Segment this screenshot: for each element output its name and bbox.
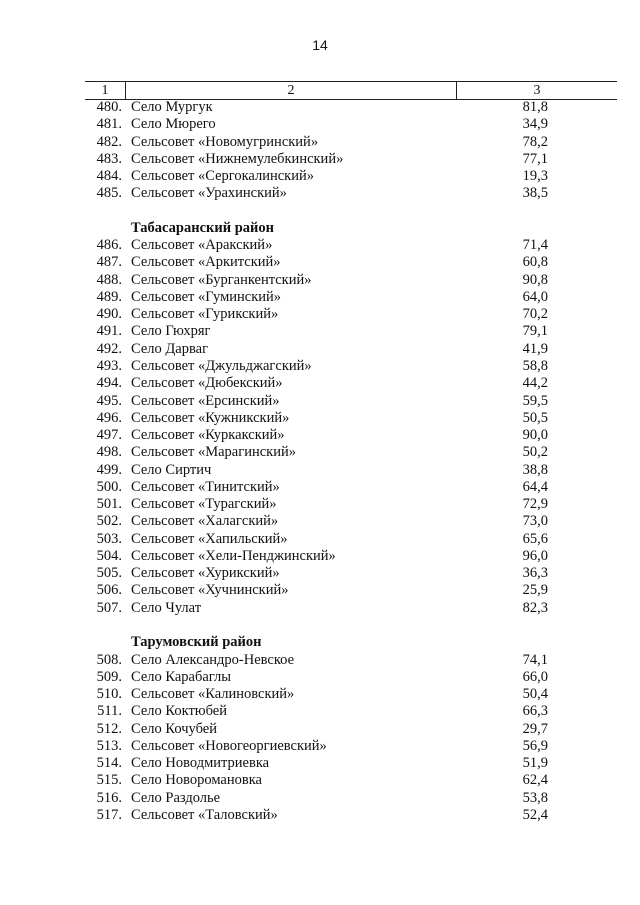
- table-row: [0, 341, 640, 358]
- row-value: 74,1: [522, 651, 548, 668]
- table-row: [0, 237, 640, 254]
- row-number: 480.: [96, 99, 122, 115]
- table-row: [0, 375, 640, 392]
- row-value: 79,1: [522, 323, 548, 340]
- table-row: [0, 358, 640, 375]
- table-row: [0, 410, 640, 427]
- row-number: 505.: [96, 565, 122, 582]
- row-value: 64,0: [522, 288, 548, 305]
- row-value: 50,5: [522, 409, 548, 426]
- section-title: Тарумовский район: [131, 634, 262, 651]
- table-row: [0, 479, 640, 496]
- table-row: [0, 134, 640, 151]
- row-number: 504.: [96, 547, 122, 564]
- row-name: Сельсовет «Турагский»: [131, 496, 277, 513]
- row-value: 65,6: [522, 530, 548, 547]
- table-row: [0, 496, 640, 513]
- table-body: [0, 99, 640, 824]
- table-row: [0, 531, 640, 548]
- row-number: 485.: [96, 185, 122, 202]
- row-value: 64,4: [522, 478, 548, 495]
- row-value: 19,3: [522, 168, 548, 185]
- row-name: Сельсовет «Куркакский»: [131, 427, 285, 444]
- row-value: 51,9: [522, 755, 548, 772]
- row-number: 509.: [96, 668, 122, 685]
- table-row: [0, 652, 640, 669]
- row-number: 492.: [96, 340, 122, 357]
- row-number: 494.: [96, 375, 122, 392]
- row-number: 517.: [96, 806, 122, 823]
- row-name: Сельсовет «Калиновский»: [131, 686, 295, 703]
- row-number: 515.: [96, 772, 122, 789]
- table-row: [0, 427, 640, 444]
- table-row: [0, 323, 640, 340]
- row-name: Сельсовет «Хучнинский»: [131, 582, 289, 599]
- row-number: 500.: [96, 478, 122, 495]
- row-value: 50,2: [522, 444, 548, 461]
- row-name: Село Карабаглы: [131, 668, 231, 685]
- row-name: Сельсовет «Новомугринский»: [131, 133, 319, 150]
- row-value: 66,3: [522, 703, 548, 720]
- row-number: 483.: [96, 150, 122, 167]
- row-number: 510.: [96, 686, 122, 703]
- row-number: 501.: [96, 496, 122, 513]
- table-row: [0, 755, 640, 772]
- row-value: 72,9: [522, 496, 548, 513]
- table-row: [0, 565, 640, 582]
- row-name: Сельсовет «Аркитский»: [131, 254, 281, 271]
- row-name: Село Мюрего: [131, 116, 216, 133]
- table-row: [0, 790, 640, 807]
- row-name: Сельсовет «Гурикский»: [131, 306, 279, 323]
- row-value: 71,4: [522, 237, 548, 254]
- row-number: 506.: [96, 582, 122, 599]
- row-value: 53,8: [522, 789, 548, 806]
- row-value: 78,2: [522, 133, 548, 150]
- row-name: Сельсовет «Джульджагский»: [131, 357, 312, 374]
- row-name: Село Дарваг: [131, 340, 209, 357]
- row-number: 489.: [96, 288, 122, 305]
- table-row: [0, 272, 640, 289]
- row-name: Село Мургук: [131, 99, 213, 115]
- row-number: 488.: [96, 271, 122, 288]
- row-value: 70,2: [522, 306, 548, 323]
- row-value: 96,0: [522, 547, 548, 564]
- row-name: Сельсовет «Тинитский»: [131, 478, 280, 495]
- table-row: [0, 686, 640, 703]
- section-heading: [0, 634, 640, 651]
- table-row: [0, 669, 640, 686]
- row-value: 62,4: [522, 772, 548, 789]
- table-row: [0, 738, 640, 755]
- row-name: Село Коктюбей: [131, 703, 227, 720]
- row-value: 36,3: [522, 565, 548, 582]
- row-name: Сельсовет «Гуминский»: [131, 288, 282, 305]
- row-name: Село Раздолье: [131, 789, 221, 806]
- table-row: [0, 289, 640, 306]
- row-name: Сельсовет «Бурганкентский»: [131, 271, 312, 288]
- table-row: [0, 254, 640, 271]
- row-name: Село Новоромановка: [131, 772, 262, 789]
- table-column-header: [85, 81, 617, 100]
- row-number: 516.: [96, 789, 122, 806]
- row-number: 508.: [96, 651, 122, 668]
- table-row: [0, 151, 640, 168]
- table-row: [0, 462, 640, 479]
- row-name: Сельсовет «Хапильский»: [131, 530, 288, 547]
- row-value: 90,0: [522, 427, 548, 444]
- row-value: 34,9: [522, 116, 548, 133]
- table-row: [0, 600, 640, 617]
- row-number: 507.: [96, 599, 122, 616]
- row-number: 481.: [96, 116, 122, 133]
- table-row: [0, 721, 640, 738]
- row-value: 77,1: [522, 150, 548, 167]
- row-number: 493.: [96, 357, 122, 374]
- row-name: Сельсовет «Дюбекский»: [131, 375, 283, 392]
- row-value: 56,9: [522, 737, 548, 754]
- row-name: Сельсовет «Нижнемулебкинский»: [131, 150, 344, 167]
- table-row: [0, 807, 640, 824]
- row-name: Село Чулат: [131, 599, 202, 616]
- column-header-number: 1: [85, 82, 126, 99]
- row-number: 496.: [96, 409, 122, 426]
- row-name: Сельсовет «Урахинский»: [131, 185, 287, 202]
- table-row: [0, 582, 640, 599]
- table-row: [0, 306, 640, 323]
- row-number: 486.: [96, 237, 122, 254]
- row-name: Сельсовет «Халагский»: [131, 513, 279, 530]
- column-header-value: 3: [533, 83, 541, 98]
- row-name: Сельсовет «Аракский»: [131, 237, 273, 254]
- row-number: 499.: [96, 461, 122, 478]
- row-number: 490.: [96, 306, 122, 323]
- row-number: 498.: [96, 444, 122, 461]
- row-value: 50,4: [522, 686, 548, 703]
- row-number: 503.: [96, 530, 122, 547]
- row-value: 81,8: [522, 99, 548, 115]
- row-name: Сельсовет «Кужникский»: [131, 409, 290, 426]
- row-value: 29,7: [522, 720, 548, 737]
- row-value: 41,9: [522, 340, 548, 357]
- row-name: Сельсовет «Сергокалинский»: [131, 168, 314, 185]
- table-row: [0, 703, 640, 720]
- row-value: 73,0: [522, 513, 548, 530]
- row-name: Сельсовет «Таловский»: [131, 806, 278, 823]
- row-value: 82,3: [522, 599, 548, 616]
- row-name: Сельсовет «Хурикский»: [131, 565, 280, 582]
- row-name: Село Кочубей: [131, 720, 217, 737]
- row-name: Сельсовет «Хели-Пенджинский»: [131, 547, 336, 564]
- row-value: 44,2: [522, 375, 548, 392]
- table-row: [0, 168, 640, 185]
- table-row: [0, 116, 640, 133]
- row-name: Сельсовет «Новогеоргиевский»: [131, 737, 327, 754]
- section-heading: [0, 220, 640, 237]
- row-name: Село Александро-Невское: [131, 651, 295, 668]
- row-value: 38,8: [522, 461, 548, 478]
- table-row: [0, 513, 640, 530]
- column-header-name: 2: [126, 82, 457, 99]
- row-number: 514.: [96, 755, 122, 772]
- row-number: 512.: [96, 720, 122, 737]
- section-title: Табасаранский район: [131, 219, 274, 236]
- table-row: [0, 444, 640, 461]
- row-value: 59,5: [522, 392, 548, 409]
- row-value: 58,8: [522, 357, 548, 374]
- row-name: Село Гюхряг: [131, 323, 211, 340]
- row-value: 25,9: [522, 582, 548, 599]
- row-number: 491.: [96, 323, 122, 340]
- row-number: 497.: [96, 427, 122, 444]
- row-number: 502.: [96, 513, 122, 530]
- row-value: 90,8: [522, 271, 548, 288]
- table-row: [0, 548, 640, 565]
- row-number: 495.: [96, 392, 122, 409]
- row-number: 513.: [96, 737, 122, 754]
- row-name: Сельсовет «Ерсинский»: [131, 392, 280, 409]
- row-number: 484.: [96, 168, 122, 185]
- table-row: [0, 772, 640, 789]
- row-number: 487.: [96, 254, 122, 271]
- page-number: 14: [312, 37, 328, 53]
- row-name: Село Сиртич: [131, 461, 212, 478]
- table-row: [0, 99, 640, 116]
- row-name: Село Новодмитриевка: [131, 755, 270, 772]
- row-name: Сельсовет «Марагинский»: [131, 444, 296, 461]
- row-value: 52,4: [522, 806, 548, 823]
- table-row: [0, 185, 640, 202]
- row-value: 38,5: [522, 185, 548, 202]
- row-number: 511.: [97, 703, 122, 720]
- row-value: 60,8: [522, 254, 548, 271]
- table-row: [0, 393, 640, 410]
- row-number: 482.: [96, 133, 122, 150]
- row-value: 66,0: [522, 668, 548, 685]
